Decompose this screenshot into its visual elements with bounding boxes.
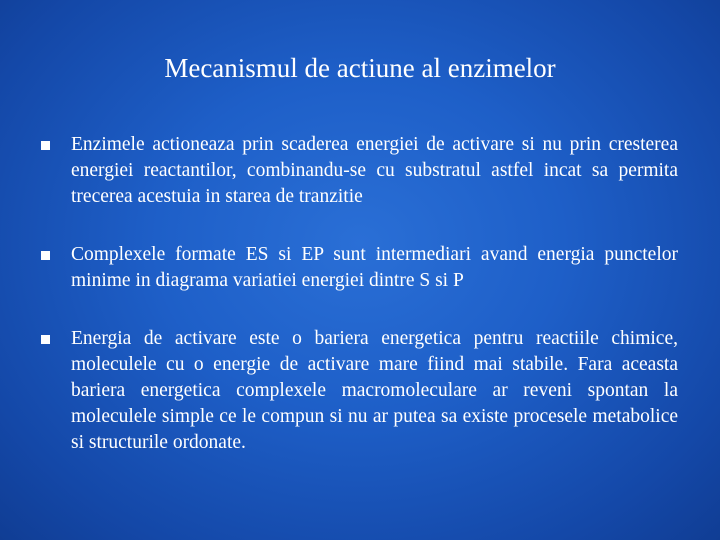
square-bullet-icon: [41, 335, 50, 344]
square-bullet-icon: [41, 251, 50, 260]
bullet-item: [38, 242, 678, 294]
bullet-list: [38, 132, 678, 456]
bullet-text: Complexele formate ES si EP sunt intermediari avand energia punctelor minime in diagrama variatiei energiei dintre S si P: [71, 244, 678, 291]
bullet-item: [38, 326, 678, 456]
bullet-item: [38, 132, 678, 210]
slide-title: Mecanismul de actiune al enzimelor: [164, 53, 556, 83]
square-bullet-icon: [41, 141, 50, 150]
bullet-text: Enzimele actioneaza prin scaderea energiei de activare si nu prin cresterea energiei reactantilor, combinandu-se cu substratul astfel incat sa permita trecerea acestuia in starea de tranzitie: [71, 134, 678, 207]
bullet-text: Energia de activare este o bariera energetica pentru reactiile chimice, moleculele cu o energie de activare mare fiind mai stabile. Fara aceasta bariera energetica complexele macromoleculare ar reveni spontan la moleculele simple ce le compun si nu ar putea sa existe procesele metabolice si structurile ordonate.: [71, 328, 678, 453]
